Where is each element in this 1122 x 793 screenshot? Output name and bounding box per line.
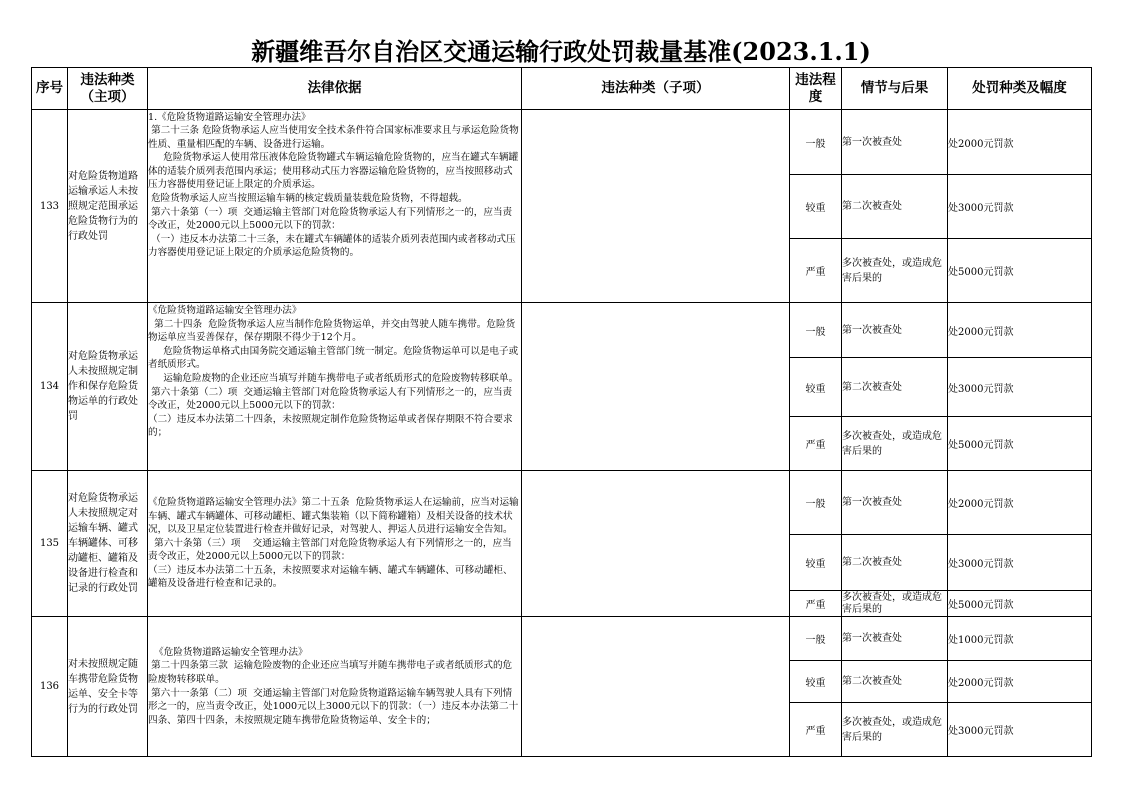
penalty-table — [31, 67, 1092, 757]
sub-violation — [522, 471, 790, 617]
law-text: （一）违反本办法第二十三条，未在罐式车辆罐体的适装介质列表范围内或者移动式压力容器使用登记证上限定的介质承运危险货物的。 — [148, 233, 516, 259]
degree-cell: 较重 — [790, 661, 842, 703]
penalty-cell: 处3000元罚款 — [948, 358, 1092, 417]
law-text: 《危险货物道路运输安全管理办法》 — [148, 646, 308, 658]
item-number: 133 — [32, 110, 68, 303]
penalty-cell: 处5000元罚款 — [948, 417, 1092, 471]
legal-basis — [148, 110, 522, 303]
law-text: 危险货物运单格式由国务院交通运输主管部门统一制定。危险货物运单可以是电子或者纸质形式。 — [148, 345, 519, 371]
penalty-cell: 处3000元罚款 — [948, 535, 1092, 591]
circumstance-cell: 第一次被查处 — [842, 617, 948, 661]
degree-cell: 严重 — [790, 239, 842, 303]
table-row — [32, 471, 1092, 535]
circumstance-cell: 多次被查处，或造成危害后果的 — [842, 239, 948, 303]
table-row — [32, 303, 1092, 358]
legal-basis — [148, 303, 522, 471]
law-text: 1.《危险货物道路运输安全管理办法》 — [148, 111, 311, 123]
main-violation: 对危险货物承运人未按照规定对运输车辆、罐式车辆罐体、可移动罐柜、罐箱及设备进行检查和记录的行政处罚 — [68, 471, 148, 617]
header-sub: 违法种类（子项） — [522, 68, 790, 110]
sub-violation — [522, 303, 790, 471]
header-penalty: 处罚种类及幅度 — [948, 68, 1092, 110]
main-violation: 对危险货物承运人未按照规定制作和保存危险货物运单的行政处罚 — [68, 303, 148, 471]
circumstance-cell: 第二次被查处 — [842, 535, 948, 591]
degree-cell: 一般 — [790, 303, 842, 358]
penalty-cell: 处2000元罚款 — [948, 661, 1092, 703]
law-text: 运输危险废物的企业还应当填写并随车携带电子或者纸质形式的危险废物转移联单。 — [148, 372, 519, 384]
circumstance-cell: 第一次被查处 — [842, 110, 948, 175]
degree-cell: 严重 — [790, 591, 842, 617]
law-text: 《危险货物道路运输安全管理办法》第二十五条 危险货物承运人在运输前，应当对运输车辆、罐式车辆罐体、可移动罐柜、罐式集装箱（以下简称罐箱）及相关设备的技术状况，以及卫星定位装置进行检查并做好记录，对驾驶人、押运人员进行运输安全告知。 — [148, 496, 519, 536]
legal-basis — [148, 617, 522, 757]
item-number: 134 — [32, 303, 68, 471]
circumstance-cell: 第二次被查处 — [842, 661, 948, 703]
law-text: 《危险货物道路运输安全管理办法》 — [148, 305, 302, 316]
law-text: （三）违反本办法第二十五条，未按照要求对运输车辆、罐式车辆罐体、可移动罐柜、罐箱及设备进行检查和记录的。 — [148, 564, 513, 590]
penalty-cell: 处2000元罚款 — [948, 110, 1092, 175]
sub-violation — [522, 110, 790, 303]
degree-cell: 较重 — [790, 358, 842, 417]
header-seq: 序号 — [32, 68, 68, 110]
law-text: 第六十条第（三）项 交通运输主管部门对危险货物承运人有下列情形之一的，应当责令改正，处2000元以上5000元以下的罚款： — [148, 537, 512, 563]
header-law: 法律依据 — [148, 68, 522, 110]
circumstance-cell: 第二次被查处 — [842, 175, 948, 239]
header-circumstance: 情节与后果 — [842, 68, 948, 110]
degree-cell: 严重 — [790, 417, 842, 471]
law-text: 第六十条第（一）项 交通运输主管部门对危险货物承运人有下列情形之一的，应当责令改正，处2000元以上5000元以下的罚款： — [148, 206, 513, 232]
penalty-cell: 处3000元罚款 — [948, 703, 1092, 757]
degree-cell: 一般 — [790, 110, 842, 175]
circumstance-cell: 第一次被查处 — [842, 471, 948, 535]
law-text: 第二十三条 危险货物承运人应当使用安全技术条件符合国家标准要求且与承运危险货物性质、重量相匹配的车辆、设备进行运输。 — [148, 125, 519, 150]
penalty-cell: 处2000元罚款 — [948, 471, 1092, 535]
law-text: （二）违反本办法第二十四条，未按照规定制作危险货物运单或者保存期限不符合要求的； — [148, 413, 513, 439]
circumstance-cell: 第二次被查处 — [842, 358, 948, 417]
circumstance-cell: 第一次被查处 — [842, 303, 948, 358]
page-title: 新疆维吾尔自治区交通运输行政处罚裁量基准(2023.1.1) — [251, 37, 871, 66]
sub-violation — [522, 617, 790, 757]
degree-cell: 一般 — [790, 617, 842, 661]
law-text: 危险货物承运人使用常压液体危险货物罐式车辆运输危险货物的，应当在罐式车辆罐体的适装介质列表范围内承运；使用移动式压力容器运输危险货物的，应当按照移动式压力容器使用登记证上限定的介质承运。 — [148, 152, 519, 191]
degree-cell: 较重 — [790, 535, 842, 591]
law-text: 第六十条第（二）项 交通运输主管部门对危险货物承运人有下列情形之一的，应当责令改正，处2000元以上5000元以下的罚款： — [148, 386, 513, 412]
circumstance-cell: 多次被查处，或造成危害后果的 — [842, 417, 948, 471]
penalty-cell: 处3000元罚款 — [948, 175, 1092, 239]
penalty-cell: 处5000元罚款 — [948, 591, 1092, 617]
table-row — [32, 617, 1092, 661]
header-row — [32, 68, 1092, 110]
law-text: 危险货物承运人应当按照运输车辆的核定载质量装载危险货物，不得超载。 — [148, 193, 468, 205]
table-row — [32, 110, 1092, 175]
legal-basis — [148, 471, 522, 617]
law-text: 第二十四条 危险货物承运人应当制作危险货物运单，并交由驾驶人随车携带。危险货物运单应当妥善保存，保存期限不得少于12个月。 — [148, 318, 516, 344]
header-degree: 违法程度 — [790, 68, 842, 110]
circumstance-cell: 多次被查处，或造成危害后果的 — [842, 591, 948, 617]
degree-cell: 较重 — [790, 175, 842, 239]
law-text: 第二十四条第三款 运输危险废物的企业还应当填写并随车携带电子或者纸质形式的危险废物转移联单。 — [148, 660, 513, 685]
item-number: 136 — [32, 617, 68, 757]
main-violation: 对危险货物道路运输承运人未按照规定范围承运危险货物行为的行政处罚 — [68, 110, 148, 303]
item-number: 135 — [32, 471, 68, 617]
header-main: 违法种类（主项） — [68, 68, 148, 110]
penalty-cell: 处5000元罚款 — [948, 239, 1092, 303]
penalty-cell: 处1000元罚款 — [948, 617, 1092, 661]
law-text: 第六十一条第（二）项 交通运输主管部门对危险货物道路运输车辆驾驶人具有下列情形之一的，应当责令改正，处1000元以上3000元以下的罚款：（一）违反本办法第二十四条、第四十四条，未按照规定随车携带危险货物运单、安全卡的； — [148, 687, 519, 726]
circumstance-cell: 多次被查处，或造成危害后果的 — [842, 703, 948, 757]
degree-cell: 严重 — [790, 703, 842, 757]
penalty-cell: 处2000元罚款 — [948, 303, 1092, 358]
main-violation: 对未按照规定随车携带危险货物运单、安全卡等行为的行政处罚 — [68, 617, 148, 757]
degree-cell: 一般 — [790, 471, 842, 535]
